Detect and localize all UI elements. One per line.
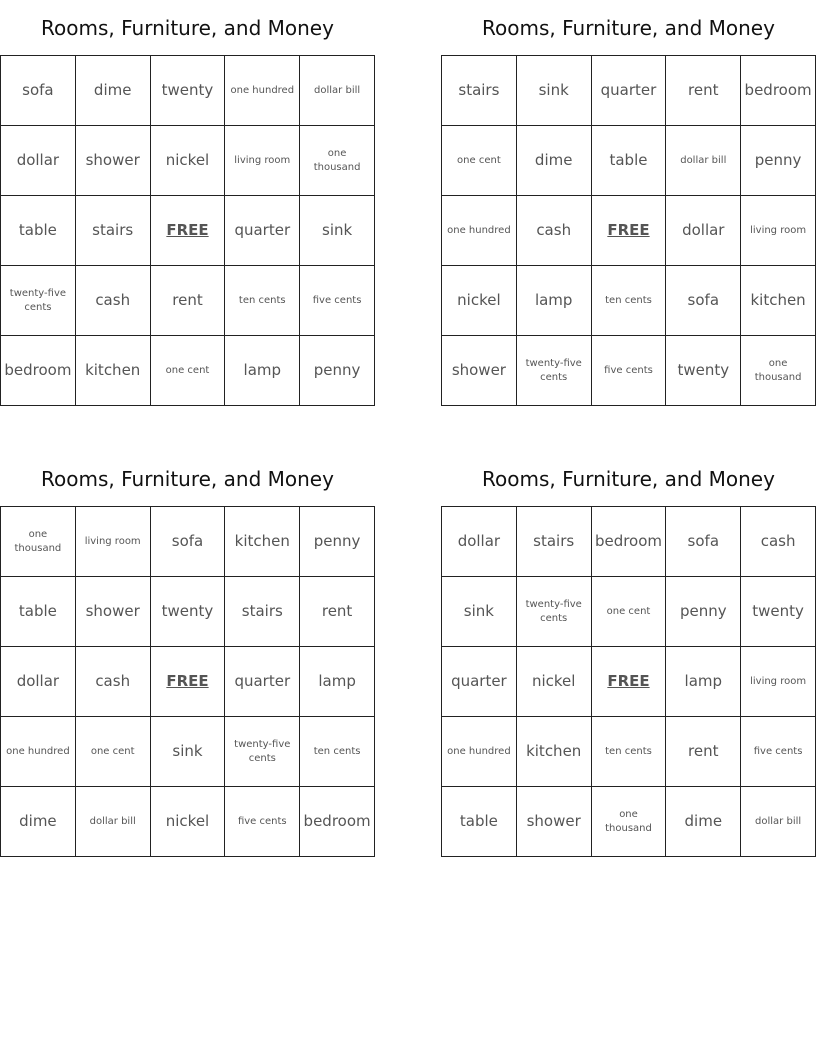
bingo-cell: living room: [225, 126, 300, 196]
bingo-cell: quarter: [592, 56, 667, 126]
bingo-cell: lamp: [225, 336, 300, 406]
bingo-cell: table: [442, 787, 517, 857]
bingo-cell: one thousand: [1, 507, 76, 577]
bingo-cell: dollar: [1, 647, 76, 717]
bingo-cell: dollar bill: [300, 56, 375, 126]
bingo-cell: twenty-five cents: [517, 336, 592, 406]
bingo-cell: nickel: [151, 126, 226, 196]
bingo-cell: rent: [300, 577, 375, 647]
bingo-cell: dime: [517, 126, 592, 196]
bingo-cell: bedroom: [1, 336, 76, 406]
bingo-card-1: [0, 0, 375, 406]
bingo-cell: nickel: [442, 266, 517, 336]
bingo-cell: dollar: [442, 507, 517, 577]
bingo-cell: five cents: [225, 787, 300, 857]
bingo-cell: dime: [1, 787, 76, 857]
bingo-cell: sink: [442, 577, 517, 647]
card-title: Rooms, Furniture, and Money: [41, 466, 334, 491]
bingo-cell: lamp: [666, 647, 741, 717]
bingo-cell: kitchen: [76, 336, 151, 406]
bingo-grid: [441, 506, 816, 857]
bingo-cell: kitchen: [741, 266, 816, 336]
bingo-card-3: [0, 451, 375, 857]
bingo-cell: dime: [666, 787, 741, 857]
bingo-cell: lamp: [517, 266, 592, 336]
bingo-cell: kitchen: [225, 507, 300, 577]
bingo-cell: one cent: [151, 336, 226, 406]
bingo-cell: ten cents: [592, 717, 667, 787]
bingo-cell: rent: [666, 56, 741, 126]
bingo-cell: ten cents: [300, 717, 375, 787]
bingo-cell: sofa: [1, 56, 76, 126]
bingo-cell: cash: [741, 507, 816, 577]
bingo-cell: shower: [442, 336, 517, 406]
bingo-cell: one hundred: [442, 196, 517, 266]
bingo-cell: lamp: [300, 647, 375, 717]
bingo-cell: stairs: [517, 507, 592, 577]
bingo-grid: [0, 506, 375, 857]
bingo-cell: dollar bill: [76, 787, 151, 857]
bingo-cell: penny: [666, 577, 741, 647]
bingo-cell: one cent: [592, 577, 667, 647]
bingo-cell: rent: [151, 266, 226, 336]
bingo-cell: stairs: [442, 56, 517, 126]
bingo-cell: sink: [151, 717, 226, 787]
card-title: Rooms, Furniture, and Money: [482, 466, 775, 491]
bingo-cell: sink: [300, 196, 375, 266]
bingo-cell: living room: [741, 647, 816, 717]
bingo-cell: penny: [300, 336, 375, 406]
bingo-cell: table: [1, 196, 76, 266]
bingo-cell: one hundred: [1, 717, 76, 787]
bingo-cell: one thousand: [592, 787, 667, 857]
bingo-cell: twenty-five cents: [1, 266, 76, 336]
bingo-cell: quarter: [225, 196, 300, 266]
bingo-cell: shower: [76, 126, 151, 196]
bingo-cell: sofa: [666, 266, 741, 336]
bingo-card-2: [441, 0, 816, 406]
bingo-cell: living room: [76, 507, 151, 577]
bingo-cell: cash: [76, 266, 151, 336]
bingo-cell: dollar bill: [666, 126, 741, 196]
bingo-cell: five cents: [300, 266, 375, 336]
bingo-cell: one thousand: [300, 126, 375, 196]
bingo-cell: nickel: [517, 647, 592, 717]
bingo-cell: cash: [517, 196, 592, 266]
bingo-cell: twenty-five cents: [225, 717, 300, 787]
bingo-cell: penny: [300, 507, 375, 577]
bingo-cell: bedroom: [741, 56, 816, 126]
bingo-cell: one thousand: [741, 336, 816, 406]
bingo-cell: stairs: [225, 577, 300, 647]
bingo-cell: dollar bill: [741, 787, 816, 857]
bingo-cell: ten cents: [592, 266, 667, 336]
bingo-cell: one cent: [442, 126, 517, 196]
bingo-cell: dime: [76, 56, 151, 126]
bingo-cell: penny: [741, 126, 816, 196]
free-space-cell: FREE: [151, 196, 226, 266]
bingo-cell: dollar: [666, 196, 741, 266]
bingo-cell: bedroom: [592, 507, 667, 577]
free-space-cell: FREE: [592, 647, 667, 717]
bingo-cell: bedroom: [300, 787, 375, 857]
bingo-cell: twenty: [666, 336, 741, 406]
bingo-cell: sink: [517, 56, 592, 126]
bingo-card-4: [441, 451, 816, 857]
bingo-grid: [441, 55, 816, 406]
bingo-grid: [0, 55, 375, 406]
bingo-cell: sofa: [151, 507, 226, 577]
bingo-cell: stairs: [76, 196, 151, 266]
free-space-cell: FREE: [151, 647, 226, 717]
bingo-cell: nickel: [151, 787, 226, 857]
bingo-cell: kitchen: [517, 717, 592, 787]
bingo-cell: one hundred: [442, 717, 517, 787]
bingo-cell: five cents: [741, 717, 816, 787]
bingo-cell: cash: [76, 647, 151, 717]
free-space-cell: FREE: [592, 196, 667, 266]
bingo-cell: living room: [741, 196, 816, 266]
bingo-cell: sofa: [666, 507, 741, 577]
bingo-cell: one hundred: [225, 56, 300, 126]
bingo-cell: twenty: [151, 56, 226, 126]
bingo-cell: table: [1, 577, 76, 647]
bingo-cell: twenty: [741, 577, 816, 647]
bingo-cell: one cent: [76, 717, 151, 787]
bingo-cell: shower: [76, 577, 151, 647]
bingo-cell: dollar: [1, 126, 76, 196]
bingo-cell: rent: [666, 717, 741, 787]
bingo-cell: shower: [517, 787, 592, 857]
card-title: Rooms, Furniture, and Money: [482, 15, 775, 40]
bingo-cell: twenty: [151, 577, 226, 647]
bingo-cell: quarter: [442, 647, 517, 717]
bingo-cell: ten cents: [225, 266, 300, 336]
card-title: Rooms, Furniture, and Money: [41, 15, 334, 40]
bingo-cell: five cents: [592, 336, 667, 406]
bingo-cell: table: [592, 126, 667, 196]
bingo-cell: quarter: [225, 647, 300, 717]
bingo-cell: twenty-five cents: [517, 577, 592, 647]
